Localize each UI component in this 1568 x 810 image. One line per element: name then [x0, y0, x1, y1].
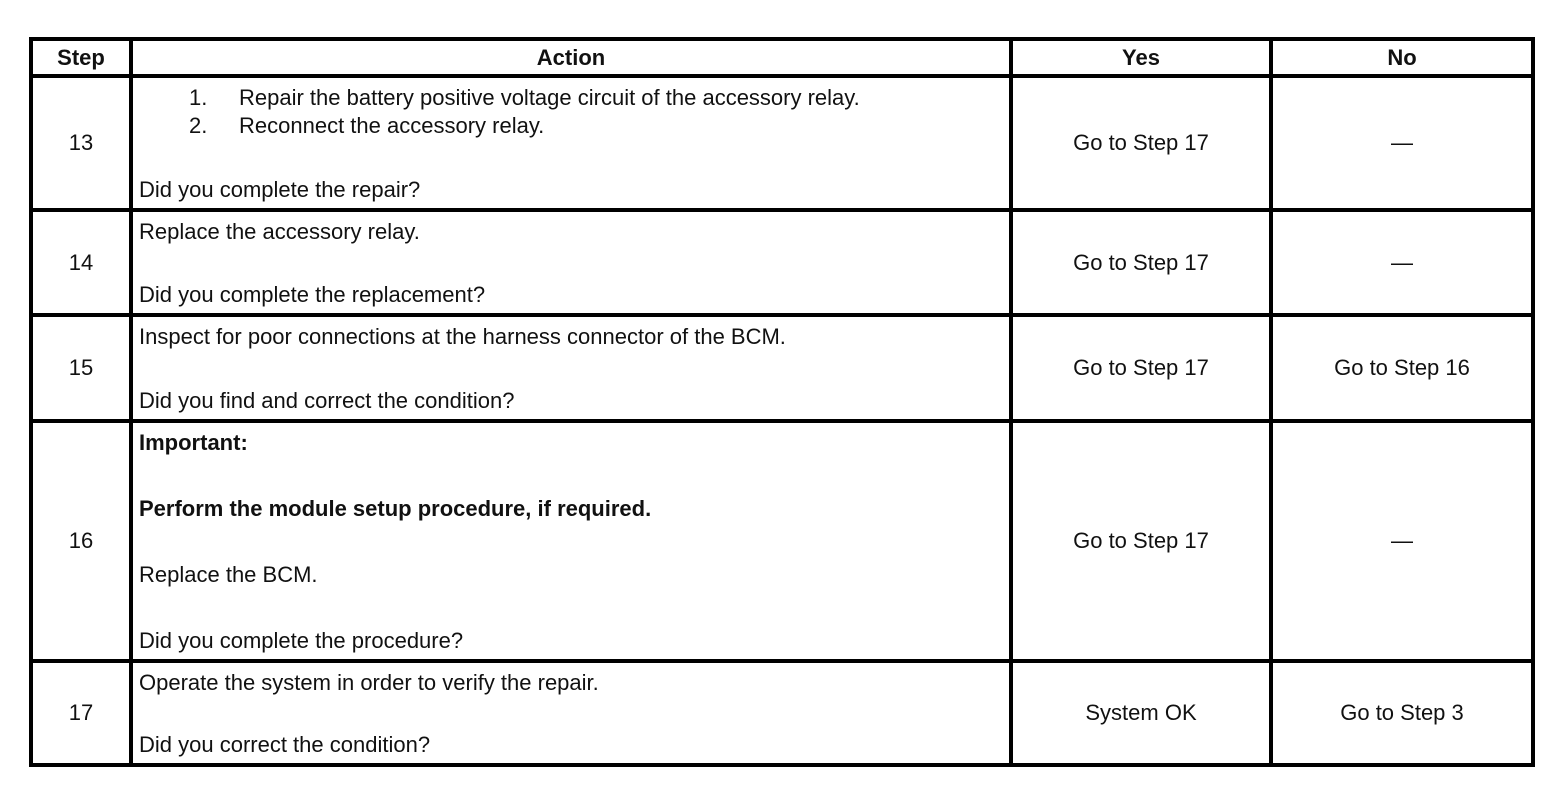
- question-text: Did you complete the repair?: [139, 177, 421, 202]
- step-number: 14: [31, 210, 131, 315]
- no-result: Go to Step 3: [1271, 661, 1533, 765]
- yes-result: Go to Step 17: [1011, 315, 1271, 421]
- action-cell: [131, 315, 1011, 421]
- step-number: 16: [31, 421, 131, 661]
- table-row-step-13: [31, 76, 1533, 210]
- action-cell: [131, 210, 1011, 315]
- step-number: 15: [31, 315, 131, 421]
- yes-result: Go to Step 17: [1011, 421, 1271, 661]
- yes-result: System OK: [1011, 661, 1271, 765]
- yes-result: Go to Step 17: [1011, 210, 1271, 315]
- question-text: Did you complete the replacement?: [139, 282, 486, 307]
- list-item: [189, 112, 1003, 140]
- header-action: Action: [131, 39, 1011, 76]
- no-result: —: [1271, 421, 1533, 661]
- list-text: Repair the battery positive voltage circuit of the accessory relay.: [239, 85, 860, 110]
- question-text: Did you complete the procedure?: [139, 628, 464, 653]
- step-number: 17: [31, 661, 131, 765]
- action-cell: [131, 76, 1011, 210]
- step-number: 13: [31, 76, 131, 210]
- yes-result: Go to Step 17: [1011, 76, 1271, 210]
- no-result: —: [1271, 210, 1533, 315]
- numbered-list: [139, 84, 1003, 140]
- instruction-text: Replace the accessory relay.: [139, 219, 420, 244]
- question-text: Did you find and correct the condition?: [139, 388, 515, 413]
- header-no: No: [1271, 39, 1533, 76]
- table-row-step-14: [31, 210, 1533, 315]
- instruction-text: Replace the BCM.: [139, 562, 318, 587]
- table-row-step-15: [31, 315, 1533, 421]
- list-text: Reconnect the accessory relay.: [239, 113, 545, 138]
- question-text: Did you correct the condition?: [139, 732, 431, 757]
- action-cell: [131, 661, 1011, 765]
- header-step: Step: [31, 39, 131, 76]
- important-text: Perform the module setup procedure, if required.: [139, 496, 652, 521]
- no-result: Go to Step 16: [1271, 315, 1533, 421]
- header-yes: Yes: [1011, 39, 1271, 76]
- instruction-text: Inspect for poor connections at the harness connector of the BCM.: [139, 324, 786, 349]
- action-cell: [131, 421, 1011, 661]
- instruction-text: Operate the system in order to verify the repair.: [139, 670, 599, 695]
- table-row-step-17: [31, 661, 1533, 765]
- list-number: 2.: [189, 113, 208, 138]
- no-result: —: [1271, 76, 1533, 210]
- important-label: Important:: [139, 430, 248, 455]
- diagnostic-table: [29, 37, 1535, 767]
- list-number: 1.: [189, 85, 208, 110]
- list-item: [189, 84, 1003, 112]
- table-header-row: [31, 39, 1533, 76]
- table-row-step-16: [31, 421, 1533, 661]
